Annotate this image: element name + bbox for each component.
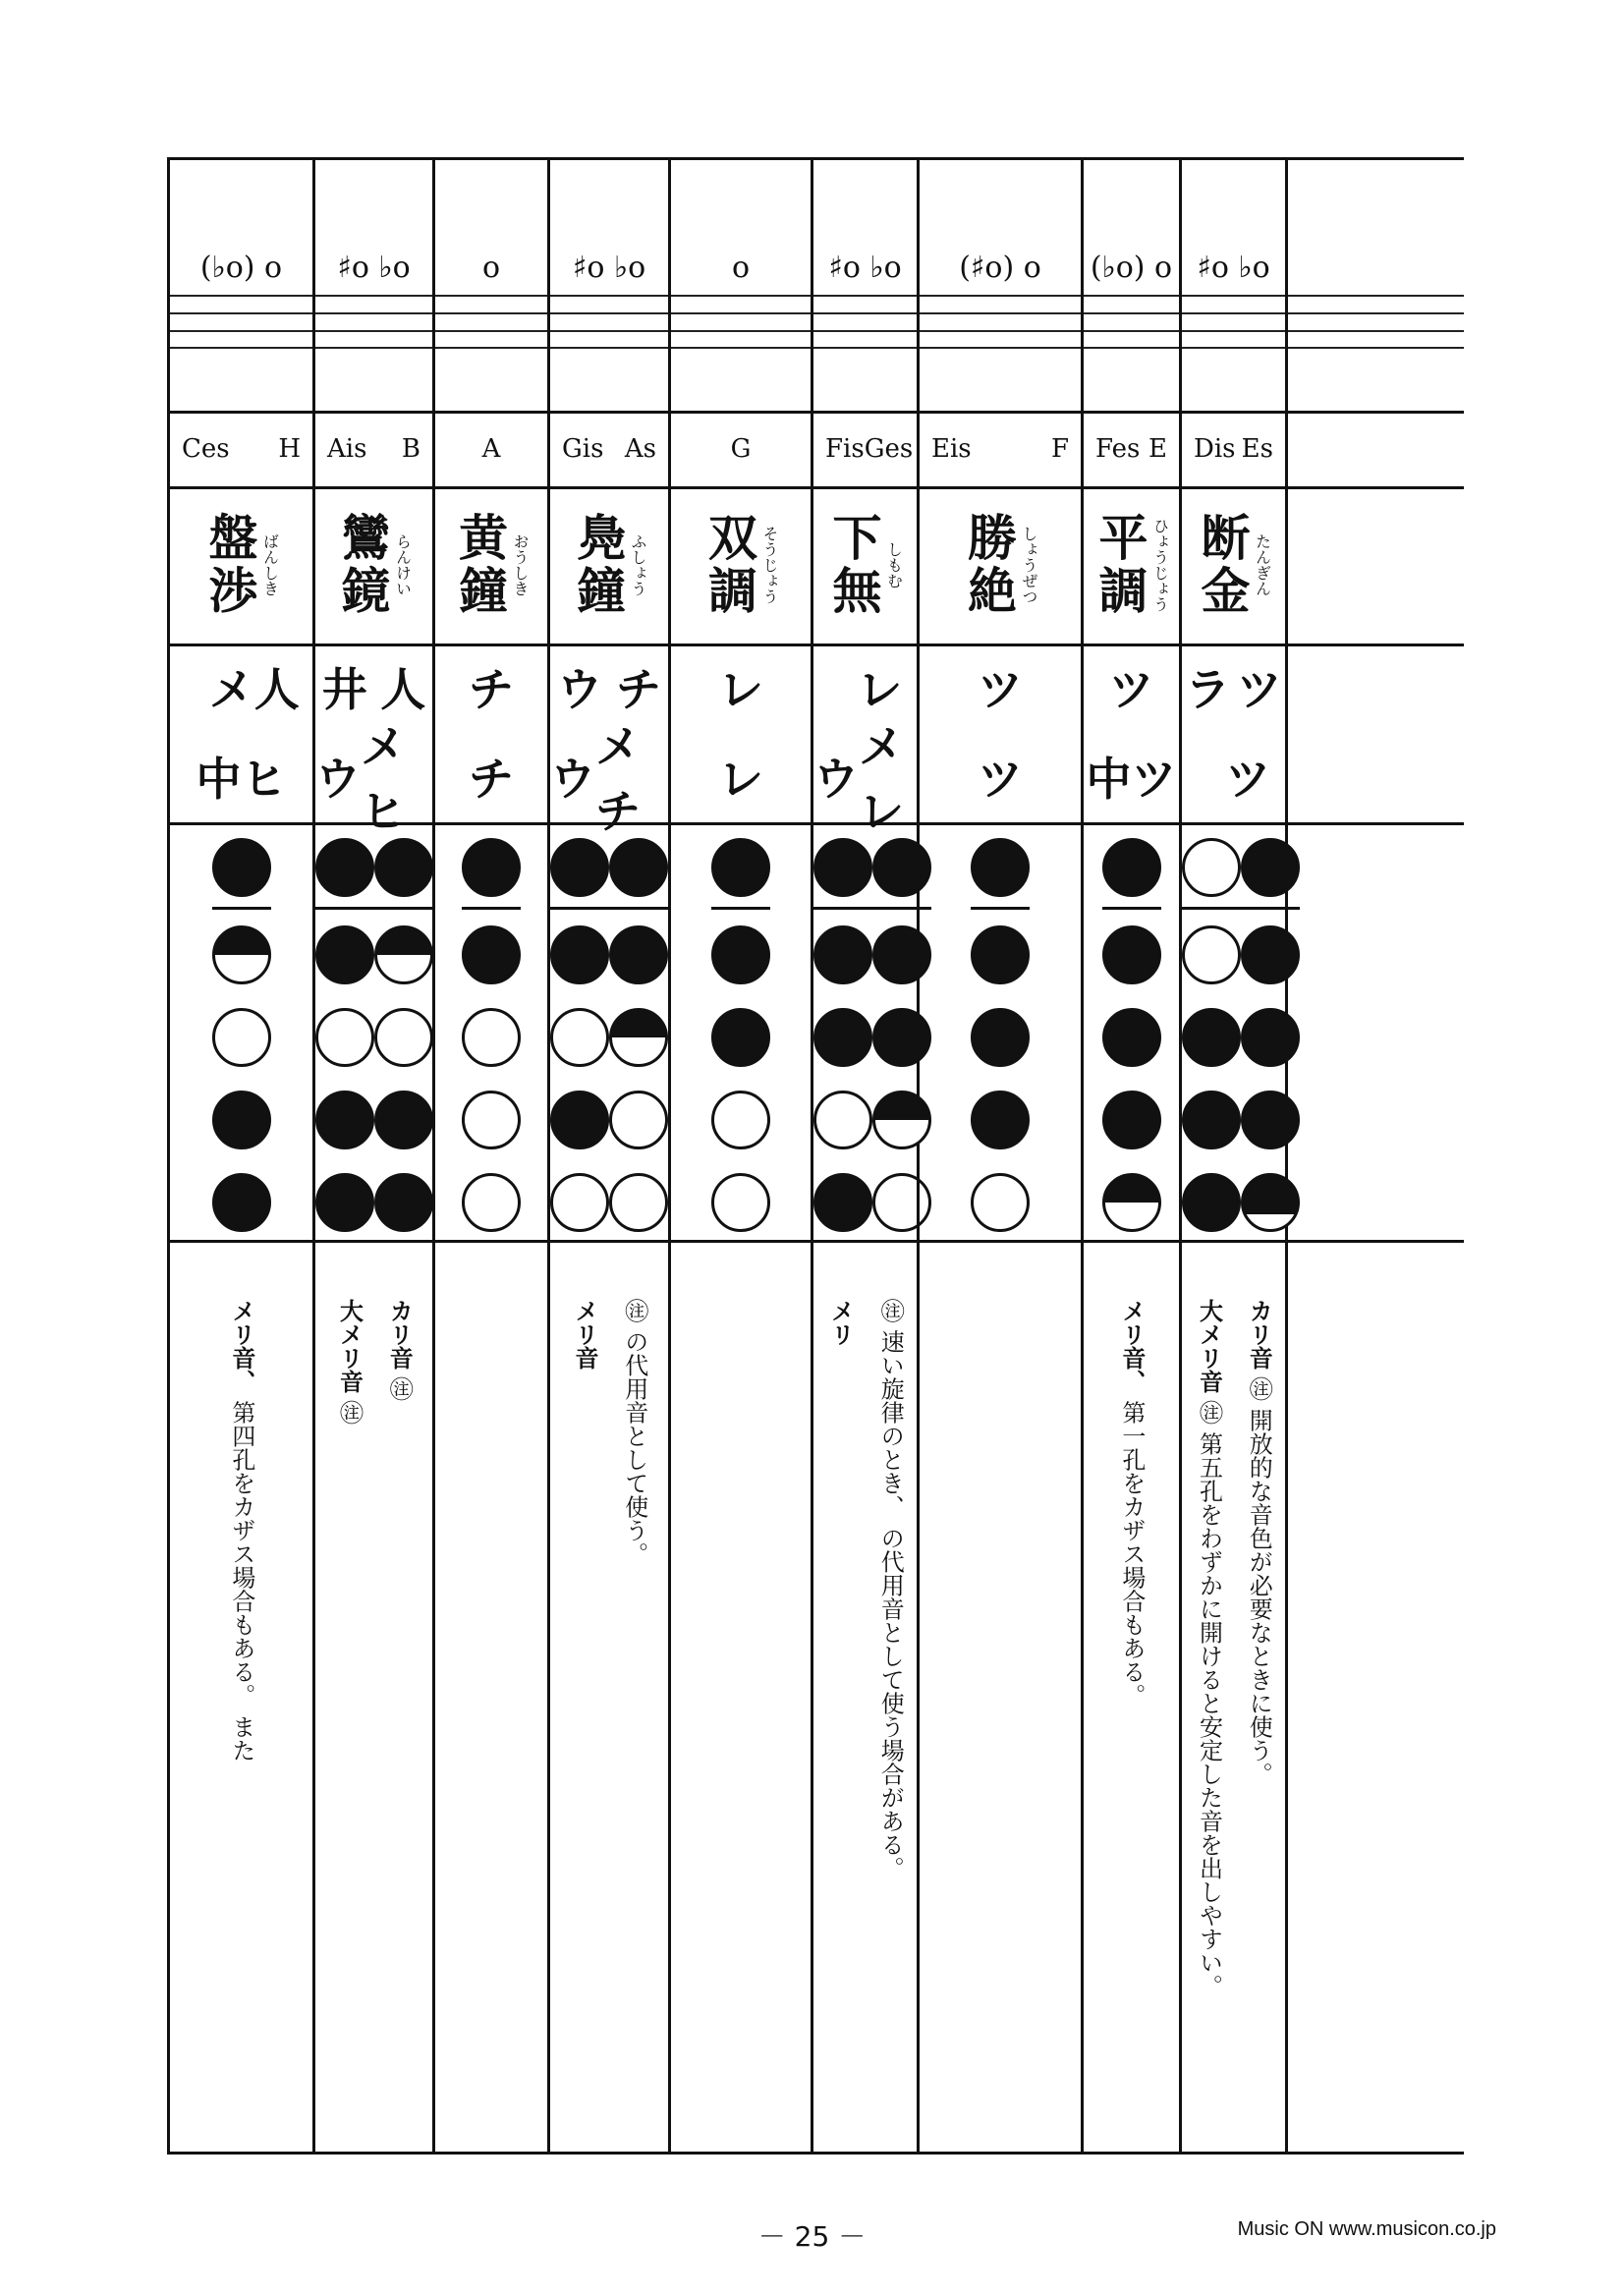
staff-line — [167, 330, 1464, 332]
thumb-divider — [462, 907, 521, 910]
notation-symbol: ツ — [1108, 662, 1154, 716]
notation-symbol: ウ — [315, 752, 361, 806]
usage-note-text — [385, 1299, 414, 2131]
finger-hole-closed — [813, 1173, 872, 1232]
thumb-divider — [813, 907, 872, 910]
thumb-divider — [1182, 907, 1241, 910]
finger-hole-closed — [609, 838, 668, 897]
fingering-diagram — [435, 822, 547, 1234]
notation-symbol: ツ — [1236, 662, 1282, 716]
usage-note-heading: メリ音、 — [1117, 1299, 1146, 1393]
finger-hole-closed — [1102, 1091, 1161, 1149]
usage-note — [1084, 1240, 1179, 2131]
staff-notes: (♭o) o — [199, 250, 283, 285]
pitch-name-kanji: 勝絶 — [960, 512, 1018, 618]
finger-hole-closed — [971, 925, 1030, 984]
finger-hole-half — [374, 925, 433, 984]
thumb-divider — [550, 907, 609, 910]
finger-hole-closed — [711, 925, 770, 984]
usage-note — [170, 1240, 312, 2131]
pitch-name-furigana: しょうぜつ — [1020, 526, 1038, 604]
finger-hole-closed — [550, 838, 609, 897]
finger-hole-half — [212, 925, 271, 984]
pitch-name-furigana: らんけい — [393, 533, 413, 596]
usage-note-heading: 大メリ音 — [335, 1299, 364, 1393]
pitch-name — [435, 486, 547, 644]
note-names — [813, 411, 917, 486]
finger-hole-half — [1102, 1173, 1161, 1232]
note-name: G — [730, 433, 752, 464]
finger-hole-closed — [971, 1008, 1030, 1067]
fingering-diagram — [1084, 822, 1179, 1234]
note-names — [170, 411, 312, 486]
finger-hole-open — [813, 1091, 872, 1149]
pitch-name — [550, 486, 668, 644]
usage-note-text — [1117, 1299, 1146, 2131]
finger-hole-closed — [813, 838, 872, 897]
finger-hole-open — [374, 1008, 433, 1067]
thumb-divider — [212, 907, 271, 910]
finger-hole-closed — [212, 838, 271, 897]
finger-hole-closed — [315, 925, 374, 984]
usage-note-body: ㊟ 速い旋律のとき、 の代用音として使う場合がある。 — [876, 1299, 905, 1880]
usage-note-body: ㊟ 開放的な音色が必要なときに使う。 — [1245, 1370, 1273, 1786]
notation-symbols — [1084, 644, 1179, 729]
finger-hole-open — [550, 1008, 609, 1067]
finger-hole-closed — [1182, 1091, 1241, 1149]
usage-note — [315, 1240, 432, 2131]
notation-symbol: ウ — [557, 662, 602, 716]
thumb-divider — [374, 907, 433, 910]
finger-hole-open — [550, 1173, 609, 1232]
usage-note-body: 第一孔をカザス場合もある。 — [1117, 1393, 1146, 1707]
note-names — [1084, 411, 1179, 486]
finger-hole-qtr — [1241, 1173, 1300, 1232]
fingering-chart — [167, 157, 1464, 2122]
note-name: Eis — [931, 433, 972, 464]
usage-note-text — [1195, 1299, 1223, 2131]
usage-note-heading: メリ音、 — [227, 1299, 255, 1393]
fingering-column — [315, 838, 374, 1232]
pitch-name — [170, 486, 312, 644]
usage-note — [550, 1240, 668, 2131]
notation-symbol: ツ — [978, 752, 1023, 806]
staff-notes: (♭o) o — [1090, 250, 1173, 285]
finger-hole-open — [212, 1008, 271, 1067]
finger-hole-open — [711, 1173, 770, 1232]
usage-note-text — [826, 1299, 855, 2131]
fingering-diagram — [170, 822, 312, 1234]
pitch-name-kanji: 断金 — [1193, 512, 1252, 618]
notation-symbols — [170, 644, 312, 729]
note-name: Es — [1241, 433, 1273, 464]
notation-symbol: 井 — [321, 662, 367, 716]
notation-symbol: チ — [469, 752, 514, 806]
notation-symbol: メチ — [595, 719, 641, 838]
notation-symbol: メ人 — [208, 662, 300, 716]
fingering-column — [609, 838, 668, 1232]
fingering-column — [1182, 838, 1241, 1232]
usage-note-body: ㊟ の代用音として使う。 — [620, 1299, 648, 1566]
finger-hole-open — [609, 1091, 668, 1149]
notation-symbol: ウ — [813, 752, 859, 806]
note-name: F — [1050, 433, 1069, 464]
finger-hole-open — [315, 1008, 374, 1067]
fingering-diagram — [813, 822, 917, 1234]
finger-hole-closed — [374, 1173, 433, 1232]
notation-symbols — [435, 733, 547, 818]
finger-hole-closed — [374, 1091, 433, 1149]
note-name: A — [481, 433, 501, 464]
fingering-column — [550, 838, 609, 1232]
finger-hole-closed — [1241, 838, 1300, 897]
finger-hole-open — [609, 1173, 668, 1232]
usage-note-body: ㊟ 第五孔をわずかに開けると安定した音を出しやすい。 — [1195, 1393, 1223, 1998]
pitch-name-kanji: 下無 — [824, 512, 883, 618]
usage-note-text — [876, 1299, 905, 2131]
usage-note — [813, 1240, 917, 2131]
pitch-name-kanji: 双調 — [700, 512, 758, 618]
notation-symbols — [920, 644, 1081, 729]
pitch-name-furigana: ばんしき — [260, 533, 280, 596]
thumb-divider — [971, 907, 1030, 910]
usage-note-text — [1245, 1299, 1273, 2131]
finger-hole-closed — [1241, 1008, 1300, 1067]
usage-note-body: ㊟ — [335, 1393, 364, 1425]
note-name: Fes — [1095, 433, 1141, 464]
usage-note — [435, 1240, 547, 2131]
fingering-column — [374, 838, 433, 1232]
notation-symbols — [1182, 733, 1285, 818]
notation-symbol: 人 — [380, 662, 426, 716]
pitch-name-furigana: おうしき — [511, 533, 530, 596]
notation-symbol: ツ — [978, 662, 1023, 716]
finger-hole-open — [971, 1173, 1030, 1232]
fingering-diagram — [315, 822, 432, 1234]
notation-symbol: メレ — [859, 719, 904, 838]
usage-note-heading: 大メリ音 — [1195, 1299, 1223, 1393]
note-name: Ces — [182, 433, 230, 464]
finger-hole-closed — [971, 838, 1030, 897]
notation-symbols — [435, 644, 547, 729]
notation-symbol: ラ — [1185, 662, 1231, 716]
finger-hole-closed — [374, 838, 433, 897]
note-name: Ais — [327, 433, 367, 464]
fingering-column — [462, 838, 521, 1232]
staff-line — [167, 347, 1464, 349]
usage-note-heading: メリ音 — [571, 1299, 598, 1370]
pitch-name-kanji: 盤渉 — [200, 512, 259, 618]
pitch-name-kanji: 平調 — [1091, 512, 1149, 618]
finger-hole-closed — [813, 1008, 872, 1067]
notation-symbol: レ — [718, 752, 763, 806]
pitch-name-kanji: 黄鐘 — [451, 512, 509, 618]
note-names — [315, 411, 432, 486]
fingering-diagram — [550, 822, 668, 1234]
pitch-name-furigana: ふしょう — [629, 533, 647, 596]
finger-hole-closed — [1182, 1008, 1241, 1067]
usage-note — [920, 1240, 1081, 2131]
fingering-column — [1241, 838, 1300, 1232]
finger-hole-closed — [609, 925, 668, 984]
notation-symbols — [671, 733, 811, 818]
site-credit: Music ON www.musicon.co.jp — [1237, 2218, 1496, 2240]
usage-note — [1182, 1240, 1285, 2131]
staff-notes: (♯o) o — [959, 250, 1041, 285]
notation-symbols — [550, 719, 668, 838]
note-name: Gis — [562, 433, 604, 464]
staff-notes: ♯o ♭o — [337, 250, 411, 285]
usage-note-text — [335, 1299, 364, 2131]
finger-hole-half — [609, 1008, 668, 1067]
pitch-name-furigana: ひょうじょう — [1150, 518, 1170, 612]
notation-symbols — [813, 719, 917, 838]
finger-hole-closed — [1241, 1091, 1300, 1149]
finger-hole-closed — [813, 925, 872, 984]
staff-notes: ♯o ♭o — [828, 250, 902, 285]
note-name: As — [624, 433, 656, 464]
note-names — [435, 411, 547, 486]
notation-symbol: 中ツ — [1086, 752, 1177, 806]
finger-hole-closed — [1102, 838, 1161, 897]
notation-symbol: チ — [469, 662, 514, 716]
usage-note-body: ㊟ — [385, 1370, 414, 1401]
note-name: E — [1148, 433, 1167, 464]
usage-note-heading: メリ — [826, 1299, 855, 1346]
finger-hole-closed — [711, 838, 770, 897]
note-name: H — [278, 433, 301, 464]
usage-note-heading: カリ音 — [385, 1299, 414, 1370]
finger-hole-closed — [315, 1173, 374, 1232]
pitch-name — [813, 486, 917, 644]
thumb-divider — [1241, 907, 1300, 910]
page-number: － 25 － — [757, 2220, 867, 2253]
staff-notes: o — [731, 250, 751, 285]
pitch-name — [1182, 486, 1285, 644]
pitch-name — [315, 486, 432, 644]
notation-symbols — [671, 644, 811, 729]
fingering-column — [813, 838, 872, 1232]
finger-hole-closed — [1182, 1173, 1241, 1232]
fingering-column — [212, 838, 271, 1232]
fingering-column — [1102, 838, 1161, 1232]
finger-hole-open — [462, 1173, 521, 1232]
finger-hole-open — [462, 1008, 521, 1067]
usage-note-text — [620, 1299, 648, 2131]
staff-line — [167, 312, 1464, 314]
bottom-rule — [167, 2152, 1464, 2155]
notation-symbol: レ — [857, 662, 903, 716]
pitch-name-furigana: たんぎん — [1253, 533, 1272, 596]
top-rule — [167, 157, 1464, 160]
pitch-name-kanji: 鳧鐘 — [569, 512, 627, 618]
finger-hole-closed — [315, 838, 374, 897]
note-name: Dis — [1194, 433, 1236, 464]
finger-hole-closed — [711, 1008, 770, 1067]
fingering-column — [971, 838, 1030, 1232]
usage-note-body: 第四孔をカザス場合もある。 また — [227, 1393, 255, 1763]
pitch-name — [920, 486, 1081, 644]
finger-hole-closed — [1241, 925, 1300, 984]
finger-hole-closed — [550, 925, 609, 984]
usage-note — [671, 1240, 811, 2131]
finger-hole-open — [1182, 838, 1241, 897]
finger-hole-closed — [1102, 925, 1161, 984]
finger-hole-open — [462, 1091, 521, 1149]
thumb-divider — [609, 907, 668, 910]
pitch-name — [671, 486, 811, 644]
pitch-name — [1084, 486, 1179, 644]
thumb-divider — [1102, 907, 1161, 910]
finger-hole-closed — [971, 1091, 1030, 1149]
finger-hole-closed — [212, 1091, 271, 1149]
staff-notes: ♯o ♭o — [1197, 250, 1270, 285]
finger-hole-closed — [462, 925, 521, 984]
note-name: Ges — [864, 433, 914, 464]
note-names — [1182, 411, 1285, 486]
finger-hole-open — [711, 1091, 770, 1149]
fingering-column — [711, 838, 770, 1232]
notation-symbol: レ — [718, 662, 763, 716]
fingering-diagram — [671, 822, 811, 1234]
finger-hole-closed — [1102, 1008, 1161, 1067]
finger-hole-closed — [315, 1091, 374, 1149]
pitch-name-kanji: 鸞鏡 — [333, 512, 392, 618]
staff-notes: ♯o ♭o — [572, 250, 646, 285]
usage-note-text — [227, 1299, 255, 2131]
finger-hole-closed — [462, 838, 521, 897]
notation-symbols — [1084, 733, 1179, 818]
notation-symbols — [170, 733, 312, 818]
usage-note-text — [570, 1299, 598, 2131]
notation-symbol: メヒ — [361, 719, 406, 838]
notation-symbol: チ — [616, 662, 661, 716]
notation-symbols — [315, 719, 432, 838]
finger-hole-closed — [550, 1091, 609, 1149]
notation-symbol: ツ — [1225, 752, 1271, 806]
note-name: B — [401, 433, 420, 464]
staff-notes: o — [481, 250, 501, 285]
fingering-diagram — [1182, 822, 1285, 1234]
thumb-divider — [711, 907, 770, 910]
thumb-divider — [315, 907, 374, 910]
note-names — [550, 411, 668, 486]
notation-symbols — [1182, 644, 1285, 729]
fingering-diagram — [920, 822, 1081, 1234]
notation-symbol: 中ヒ — [196, 752, 287, 806]
note-name: Fis — [825, 433, 865, 464]
notation-symbol: ウ — [550, 752, 595, 806]
notation-symbols — [920, 733, 1081, 818]
finger-hole-closed — [212, 1173, 271, 1232]
note-names — [920, 411, 1081, 486]
pitch-name-furigana: そうじょう — [760, 526, 779, 604]
finger-hole-open — [1182, 925, 1241, 984]
note-names — [671, 411, 811, 486]
usage-note-heading: カリ音 — [1245, 1299, 1273, 1370]
pitch-name-furigana: しもむ — [884, 541, 904, 588]
